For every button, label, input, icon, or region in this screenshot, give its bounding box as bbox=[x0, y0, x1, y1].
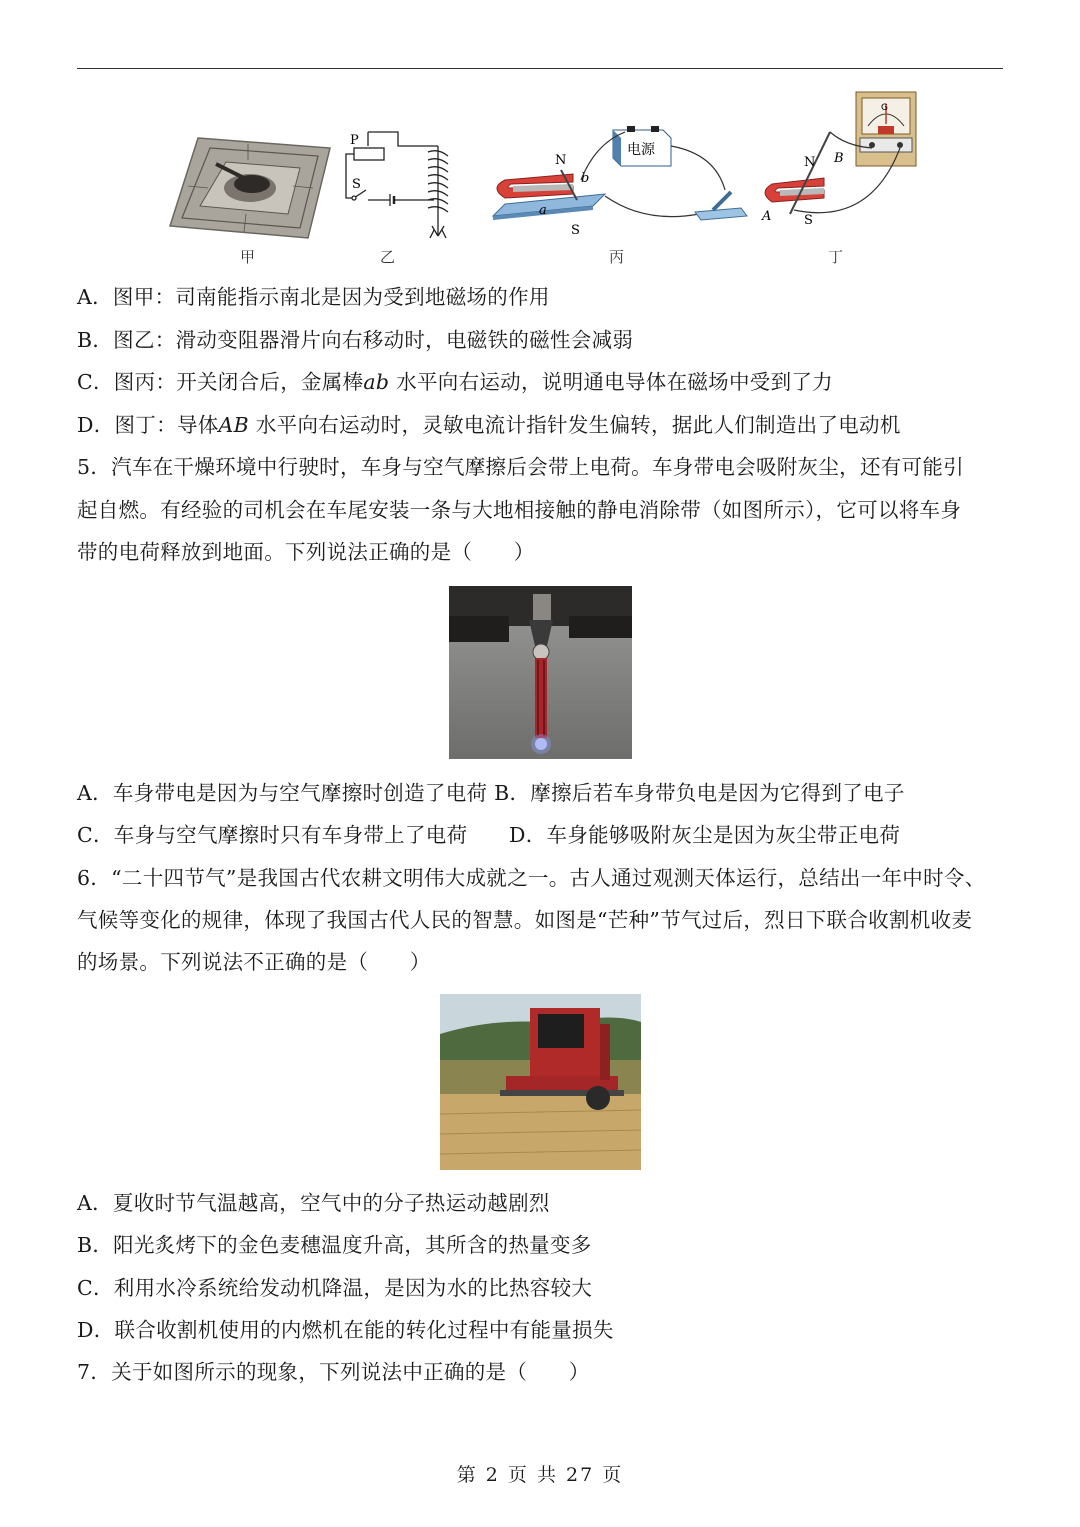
q6-option-d: D．联合收割机使用的内燃机在能的转化过程中有能量损失 bbox=[77, 1318, 614, 1342]
caption-bing: 丙 bbox=[609, 248, 625, 266]
figure-yi-electromagnet bbox=[338, 126, 463, 241]
q6-stem-line-2: 气候等变化的规律，体现了我国古代人民的智慧。如图是“芒种”节气过后，烈日下联合收割机收麦 bbox=[77, 908, 973, 932]
yi-label-s: S bbox=[352, 177, 361, 192]
q5-stem-line-3: 带的电荷释放到地面。下列说法正确的是（ ） bbox=[77, 540, 535, 564]
ding-label-b: B bbox=[834, 151, 844, 166]
q6-option-a: A．夏收时节气温越高，空气中的分子热运动越剧烈 bbox=[77, 1191, 550, 1215]
bing-label-s: S bbox=[571, 223, 580, 238]
caption-ding: 丁 bbox=[828, 248, 844, 266]
q4-option-d: D．图丁：导体AB 水平向右运动时，灵敏电流计指针发生偏转，据此人们制造出了电动机 bbox=[77, 413, 901, 437]
bing-label-a: a bbox=[539, 203, 547, 218]
q6-stem-line-3: 的场景。下列说法不正确的是（ ） bbox=[77, 950, 431, 974]
bing-label-b: b bbox=[581, 171, 590, 186]
bing-power-label: 电源 bbox=[627, 142, 655, 158]
q4-option-a: A．图甲：司南能指示南北是因为受到地磁场的作用 bbox=[77, 285, 550, 309]
q4-option-c: C．图丙：开关闭合后，金属棒ab 水平向右运动，说明通电导体在磁场中受到了力 bbox=[77, 370, 833, 394]
figure-row bbox=[160, 86, 930, 266]
ding-label-s: S bbox=[804, 213, 813, 228]
q6-option-c: C．利用水冷系统给发动机降温，是因为水的比热容较大 bbox=[77, 1276, 593, 1300]
q5-options-line-2: C．车身与空气摩擦时只有车身带上了电荷 D．车身能够吸附灰尘是因为灰尘带正电荷 bbox=[77, 823, 901, 847]
q4-option-b: B．图乙：滑动变阻器滑片向右移动时，电磁铁的磁性会减弱 bbox=[77, 328, 634, 352]
caption-yi: 乙 bbox=[380, 248, 396, 266]
q5-options-line-1: A．车身带电是因为与空气摩擦时创造了电荷 B．摩擦后若车身带负电是因为它得到了电子 bbox=[77, 781, 905, 805]
caption-jia: 甲 bbox=[240, 248, 256, 266]
q6-option-b: B．阳光炙烤下的金色麦穗温度升高，其所含的热量变多 bbox=[77, 1233, 592, 1257]
q5-photo-static-strap bbox=[449, 586, 632, 759]
figure-ding-generator bbox=[760, 86, 925, 256]
page-footer: 第 2 页 共 27 页 bbox=[456, 1464, 624, 1486]
q5-stem-line-1: 5．汽车在干燥环境中行驶时，车身与空气摩擦后会带上电荷。车身带电会吸附灰尘，还有可能引 bbox=[77, 455, 964, 479]
ding-meter-label: G bbox=[881, 103, 888, 113]
header-rule bbox=[77, 68, 1003, 69]
q7-stem-line: 7．关于如图所示的现象，下列说法中正确的是（ ） bbox=[77, 1360, 590, 1384]
figure-jia-sinan bbox=[168, 126, 333, 241]
bing-label-n: N bbox=[555, 153, 567, 168]
yi-label-p: P bbox=[350, 133, 359, 148]
ding-label-a: A bbox=[762, 209, 772, 224]
ding-label-n: N bbox=[804, 155, 816, 170]
q6-stem-line-1: 6．“二十四节气”是我国古代农耕文明伟大成就之一。古人通过观测天体运行，总结出一年中时令、 bbox=[77, 866, 986, 890]
q5-stem-line-2: 起自燃。有经验的司机会在车尾安装一条与大地相接触的静电消除带（如图所示），它可以将车身 bbox=[77, 498, 962, 522]
q6-photo-combine-harvester bbox=[440, 994, 641, 1170]
figure-bing-motor bbox=[485, 124, 750, 246]
